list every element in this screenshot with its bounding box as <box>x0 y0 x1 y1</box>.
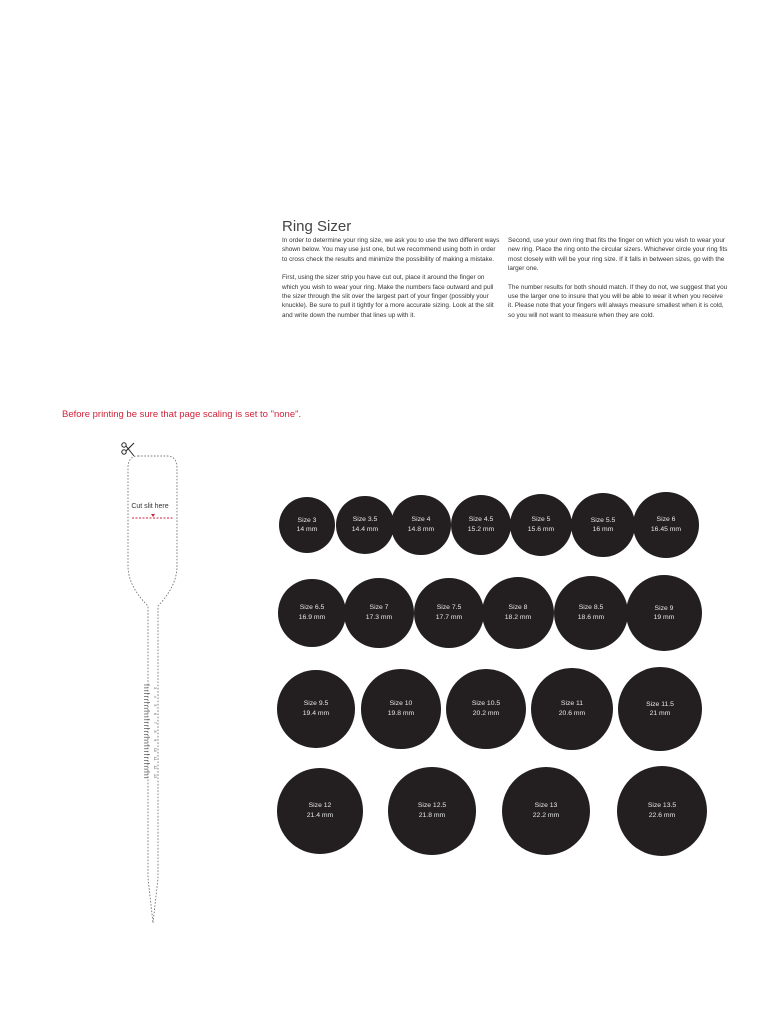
ring-size-circle <box>277 768 363 854</box>
page-title: Ring Sizer <box>282 218 352 236</box>
ring-size-circle <box>502 767 591 856</box>
scale-number: 11 <box>153 756 157 761</box>
scissors-icon <box>122 443 134 456</box>
ring-size-label: Size 8.5 <box>578 604 604 612</box>
ring-size-label: Size 5 <box>531 516 551 524</box>
ring-size-label: Size 7.5 <box>436 604 462 612</box>
print-scaling-warning: Before printing be sure that page scaling is set to "none". <box>62 409 302 420</box>
ring-diameter-label: 21.8 mm <box>418 811 446 819</box>
scale-number: 7 <box>153 721 157 724</box>
scale-number: 13 <box>153 774 157 778</box>
ring-diameter-label: 19.4 mm <box>302 709 330 717</box>
ring-size-label: Size 10.5 <box>471 700 501 708</box>
cut-slit-label: Cut slit here <box>131 503 169 510</box>
ring-size-circle <box>344 578 413 647</box>
ring-size-circle <box>277 670 355 748</box>
scale-number: 10 <box>153 747 157 752</box>
scale-number: 12 <box>153 765 157 770</box>
strip-outline <box>128 456 177 923</box>
ring-diameter-label: 22.2 mm <box>532 811 560 819</box>
ring-size-circle <box>617 766 707 856</box>
ring-size-circle <box>482 577 555 650</box>
ring-diameter-label: 16 mm <box>592 526 614 533</box>
ring-size-circle <box>391 495 450 554</box>
ring-size-label: Size 3.5 <box>352 516 378 524</box>
ring-size-label: Size 9 <box>654 604 674 612</box>
ring-diameter-label: 15.6 mm <box>527 525 555 533</box>
instructions-right-column <box>508 236 728 329</box>
ring-size-label: Size 5.5 <box>590 516 616 524</box>
ring-size-label: Size 12 <box>308 802 332 810</box>
ring-diameter-label: 16.45 mm <box>650 525 682 533</box>
ring-size-circle <box>554 576 628 650</box>
ring-size-label: Size 6.5 <box>299 604 325 612</box>
ring-size-label: Size 7 <box>369 604 389 612</box>
ring-diameter-label: 18.6 mm <box>577 613 605 621</box>
ring-diameter-label: 19.8 mm <box>387 709 415 717</box>
ring-size-label: Size 11.5 <box>646 700 674 708</box>
ring-size-circle <box>451 495 512 556</box>
ring-size-label: Size 13.5 <box>647 802 677 810</box>
ring-size-label: Size 8 <box>508 604 528 612</box>
ring-size-circle <box>279 497 335 553</box>
ring-size-circle <box>361 669 440 748</box>
ring-size-circle <box>414 578 485 649</box>
ring-size-circle <box>388 767 475 854</box>
instruction-paragraph: Second, use your own ring that fits the finger on which you wish to wear your new ring. Place the ring onto the circular sizers. Whichever circle your ring fits most closely with will be your ring size. If it falls in between sizes, go with the larger one. <box>508 237 728 273</box>
ring-size-circle <box>510 494 572 556</box>
sizer-scale <box>144 685 157 778</box>
ring-size-circle <box>618 667 702 751</box>
ring-size-label: Size 12.5 <box>417 802 447 810</box>
ring-diameter-label: 18.2 mm <box>504 613 532 621</box>
instruction-paragraph: In order to determine your ring size, we ask you to use the two different ways shown below. You may use just one, but we recommend using both in order to cross check the results and minimize the possibility of making a mistake. <box>282 237 500 263</box>
scale-number: 5 <box>153 704 157 707</box>
ring-diameter-label: 21.4 mm <box>306 811 334 819</box>
ring-size-circle <box>531 668 613 750</box>
ring-diameter-label: 15.2 mm <box>467 525 495 533</box>
instructions-left-column <box>282 236 502 329</box>
ring-diameter-label: 20.6 mm <box>558 709 586 717</box>
ring-diameter-label: 19 mm <box>653 614 675 621</box>
scale-number: 4 <box>153 695 157 698</box>
ring-size-label: Size 6 <box>656 516 676 524</box>
scale-number: 6 <box>153 713 157 716</box>
sizer-strip <box>110 438 200 928</box>
scale-number: 9 <box>153 739 157 742</box>
ring-diameter-label: 14.8 mm <box>407 525 435 533</box>
ring-size-circle <box>278 579 346 647</box>
ring-size-circle <box>626 575 702 651</box>
ring-diameter-label: 22.6 mm <box>648 811 676 819</box>
ring-diameter-label: 17.3 mm <box>365 613 393 621</box>
ring-size-label: Size 11 <box>560 700 584 708</box>
ring-size-label: Size 4.5 <box>468 516 494 524</box>
ring-diameter-label: 16.9 mm <box>298 613 326 621</box>
ring-size-circle <box>446 669 527 750</box>
scale-number: 8 <box>153 730 157 733</box>
scale-number: 3 <box>153 687 157 689</box>
instruction-paragraph: The number results for both should match. If they do not, we suggest that you use the larger one to insure that you will be able to wear it when you receive it. Please note that your fingers will always measure smallest when it is cold, so you will not want to measure when they are cold. <box>508 283 728 319</box>
ring-diameter-label: 21 mm <box>649 710 671 717</box>
ring-size-circle <box>571 493 635 557</box>
ring-diameter-label: 20.2 mm <box>472 709 500 717</box>
ring-diameter-label: 17.7 mm <box>435 613 463 621</box>
ring-size-label: Size 9.5 <box>303 700 329 708</box>
ring-size-label: Size 13 <box>534 802 558 810</box>
ring-diameter-label: 14 mm <box>296 526 318 533</box>
ring-size-label: Size 3 <box>297 516 317 524</box>
ring-size-circle <box>633 492 699 558</box>
ring-diameter-label: 14.4 mm <box>351 525 379 533</box>
ring-size-label: Size 10 <box>389 700 413 708</box>
ring-size-circle <box>336 496 394 554</box>
cut-marker-icon <box>151 514 155 517</box>
ring-size-label: Size 4 <box>411 516 431 524</box>
instruction-paragraph: First, using the sizer strip you have cut out, place it around the finger on which you wish to wear your ring. Make the numbers face outward and pull the sizer through the slit over the largest part of your finger (possibly your knuckle). Be sure to pull it tightly for a more accurate sizing. Look at the slit and write down the number that lines up with it. <box>282 274 494 319</box>
